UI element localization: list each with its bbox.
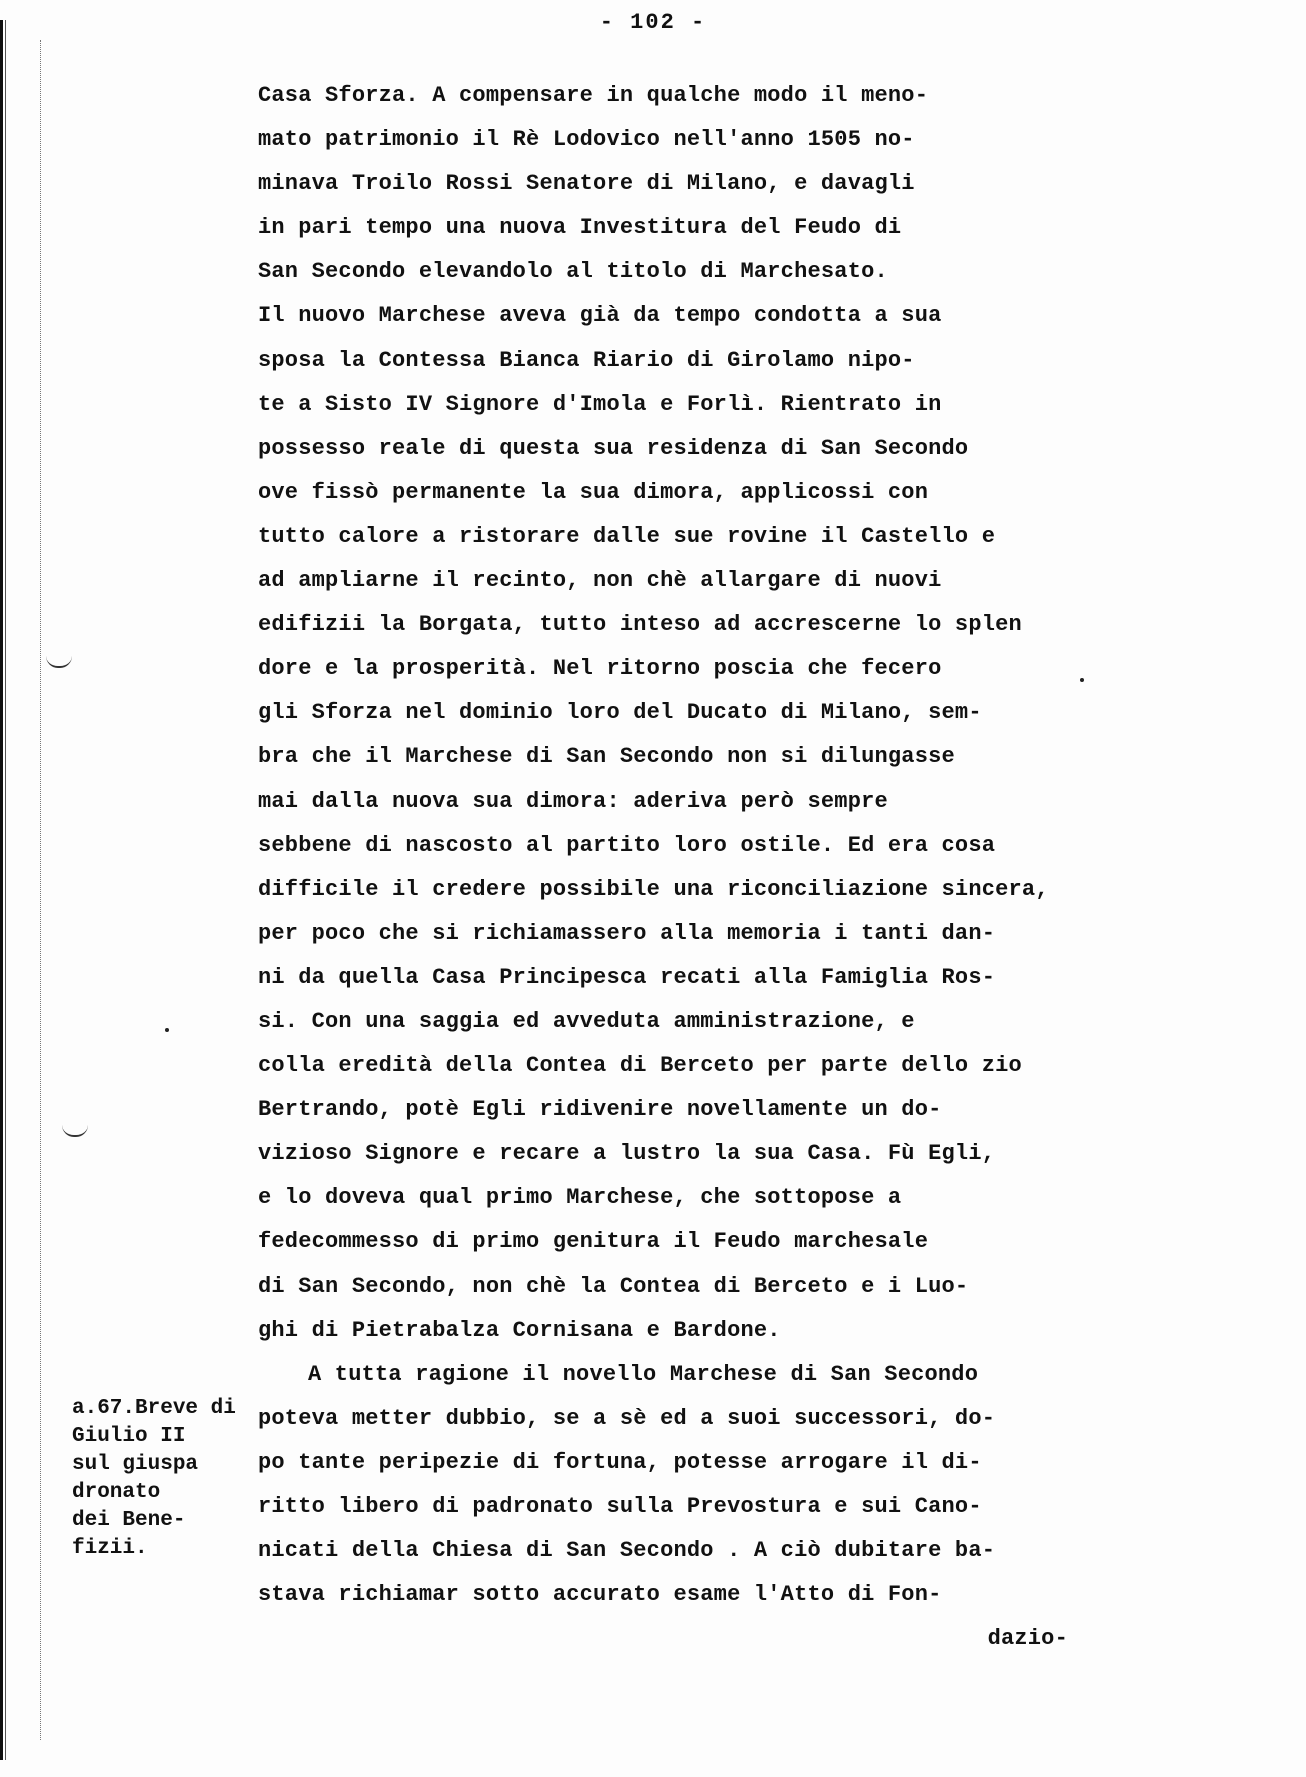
paragraph-first-line: A tutta ragione il novello Marchese di San Secondo — [308, 1361, 979, 1387]
text-line: ad ampliarne il recinto, non chè allargare di nuovi — [258, 568, 942, 594]
text-line: po tante peripezie di fortuna, potesse arrogare il di- — [258, 1449, 982, 1475]
text-line: possesso reale di questa sua residenza di San Secondo — [258, 435, 969, 461]
text-line: colla eredità della Contea di Berceto per parte dello zio — [258, 1053, 1022, 1079]
text-line: nicati della Chiesa di San Secondo . A ciò dubitare ba- — [258, 1538, 996, 1564]
scan-speck — [165, 1028, 169, 1032]
text-line: per poco che si richiamassero alla memoria i tanti dan- — [258, 920, 996, 946]
text-line: ritto libero di padronato sulla Prevostura e sui Cano- — [258, 1494, 982, 1519]
page-number: - 102 - — [599, 10, 707, 35]
text-line: ove fissò permanente la sua dimora, applicossi con — [258, 479, 929, 505]
text-line: vizioso Signore e recare a lustro la sua Casa. Fù Egli, — [258, 1141, 996, 1167]
text-line: tutto calore a ristorare dalle sue rovine il Castello e — [258, 523, 996, 549]
margin-note-line: dei Bene- — [72, 1509, 186, 1532]
text-line: gli Sforza nel dominio loro del Ducato di Milano, sem- — [258, 700, 982, 726]
margin-note-line: Giulio II — [72, 1425, 186, 1448]
scan-mark — [62, 1125, 88, 1137]
text-line: mato patrimonio il Rè Lodovico nell'anno 1505 no- — [258, 127, 915, 153]
text-line: fedecommesso di primo genitura il Feudo marchesale — [258, 1229, 929, 1255]
margin-note-line: fizii. — [72, 1537, 148, 1560]
text-line: poteva metter dubbio, se a sè ed a suoi successori, do- — [258, 1405, 996, 1431]
text-line: in pari tempo una nuova Investitura del Feudo di — [258, 215, 902, 241]
text-line: Casa Sforza. A compensare in qualche modo il meno- — [258, 83, 929, 108]
text-line: San Secondo elevandolo al titolo di Marchesato. — [258, 259, 888, 285]
text-line: sposa la Contessa Bianca Riario di Girolamo nipo- — [258, 347, 915, 373]
text-line: mai dalla nuova sua dimora: aderiva però sempre — [258, 788, 888, 814]
scan-speck — [1080, 678, 1084, 682]
margin-note — [72, 1395, 262, 1563]
text-line: ni da quella Casa Principesca recati alla Famiglia Ros- — [258, 964, 996, 990]
text-line: sebbene di nascosto al partito loro ostile. Ed era cosa — [258, 832, 996, 858]
body-text — [258, 74, 1258, 1661]
text-line: e lo doveva qual primo Marchese, che sottopose a — [258, 1185, 902, 1211]
binding-shadow — [40, 40, 43, 1740]
text-line: bra che il Marchese di San Secondo non si dilungasse — [258, 744, 955, 770]
text-line: ghi di Pietrabalza Cornisana e Bardone. — [258, 1317, 781, 1343]
text-line: Il nuovo Marchese aveva già da tempo condotta a sua — [258, 303, 942, 329]
text-line: dore e la prosperità. Nel ritorno poscia che fecero — [258, 656, 942, 682]
margin-note-line: sul giuspa — [72, 1453, 199, 1476]
margin-note-line: dronato — [72, 1481, 161, 1504]
text-line: di San Secondo, non chè la Contea di Berceto e i Luo- — [258, 1273, 969, 1299]
binding-edge — [0, 20, 10, 1760]
text-line: difficile il credere possibile una riconciliazione sincera, — [258, 876, 1049, 902]
text-line: Bertrando, potè Egli ridivenire novellamente un do- — [258, 1097, 942, 1123]
text-line: stava richiamar sotto accurato esame l'Atto di Fon- — [258, 1582, 942, 1608]
text-line: si. Con una saggia ed avveduta amministrazione, e — [258, 1008, 915, 1034]
margin-note-line: a.67.Breve di — [72, 1397, 236, 1420]
text-line: minava Troilo Rossi Senatore di Milano, e davagli — [258, 171, 915, 197]
scan-mark — [46, 656, 72, 668]
text-line: edifizii la Borgata, tutto inteso ad accrescerne lo splen — [258, 612, 1022, 638]
catchword: dazio- — [987, 1626, 1068, 1652]
text-line: te a Sisto IV Signore d'Imola e Forlì. Rientrato in — [258, 391, 942, 417]
